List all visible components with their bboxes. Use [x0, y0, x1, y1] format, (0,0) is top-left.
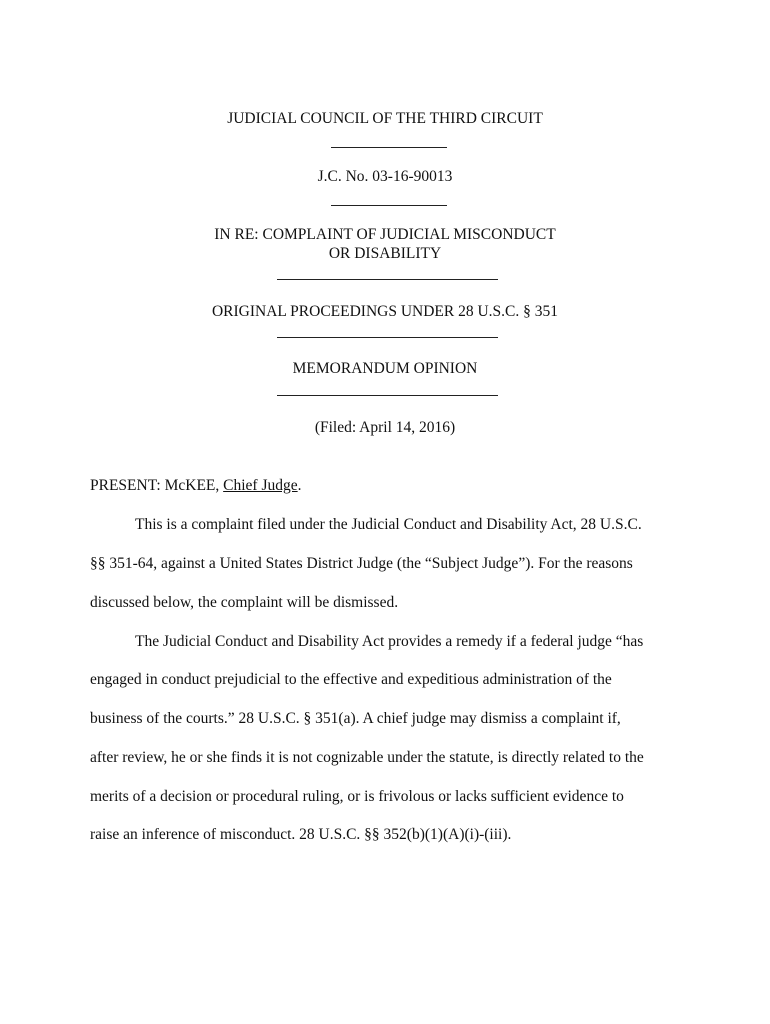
proceedings-line: ORIGINAL PROCEEDINGS UNDER 28 U.S.C. § 351: [211, 303, 559, 320]
present-line: [90, 476, 302, 495]
heading-divider: [331, 147, 447, 148]
case-number: J.C. No. 03-16-90013: [317, 168, 453, 185]
caption-line-1: IN RE: COMPLAINT OF JUDICIAL MISCONDUCT: [214, 226, 556, 243]
paragraph-1-line-3: discussed below, the complaint will be dismissed.: [90, 594, 399, 611]
paragraph-1-line-2: §§ 351-64, against a United States District Judge (the “Subject Judge”). For the reasons: [90, 555, 633, 572]
present-prefix: PRESENT: McKEE,: [90, 477, 224, 494]
proceedings-divider: [277, 337, 498, 338]
caption-line-2: OR DISABILITY: [328, 245, 442, 262]
paragraph-2-line-4: after review, he or she finds it is not cognizable under the statute, is directly related to the: [90, 749, 644, 766]
document-type: MEMORANDUM OPINION: [292, 360, 478, 377]
paragraph-2-line-3: business of the courts.” 28 U.S.C. § 351(a). A chief judge may dismiss a complaint if,: [90, 710, 621, 727]
document-type-divider: [277, 395, 498, 396]
caption-divider: [277, 279, 498, 280]
case-number-divider: [331, 205, 447, 206]
paragraph-2-line-6: raise an inference of misconduct. 28 U.S.C. §§ 352(b)(1)(A)(i)-(iii).: [90, 826, 512, 843]
council-heading: JUDICIAL COUNCIL OF THE THIRD CIRCUIT: [227, 110, 543, 127]
paragraph-1-line-1: This is a complaint filed under the Judicial Conduct and Disability Act, 28 U.S.C.: [135, 516, 642, 533]
paragraph-2-line-1: The Judicial Conduct and Disability Act provides a remedy if a federal judge “has: [135, 633, 644, 650]
filed-date: (Filed: April 14, 2016): [314, 419, 456, 436]
paragraph-2-line-2: engaged in conduct prejudicial to the effective and expeditious administration of the: [90, 671, 612, 688]
chief-judge-title: Chief Judge: [223, 477, 298, 494]
paragraph-2-line-5: merits of a decision or procedural ruling, or is frivolous or lacks sufficient evidence to: [90, 788, 624, 805]
present-suffix: .: [297, 477, 302, 494]
